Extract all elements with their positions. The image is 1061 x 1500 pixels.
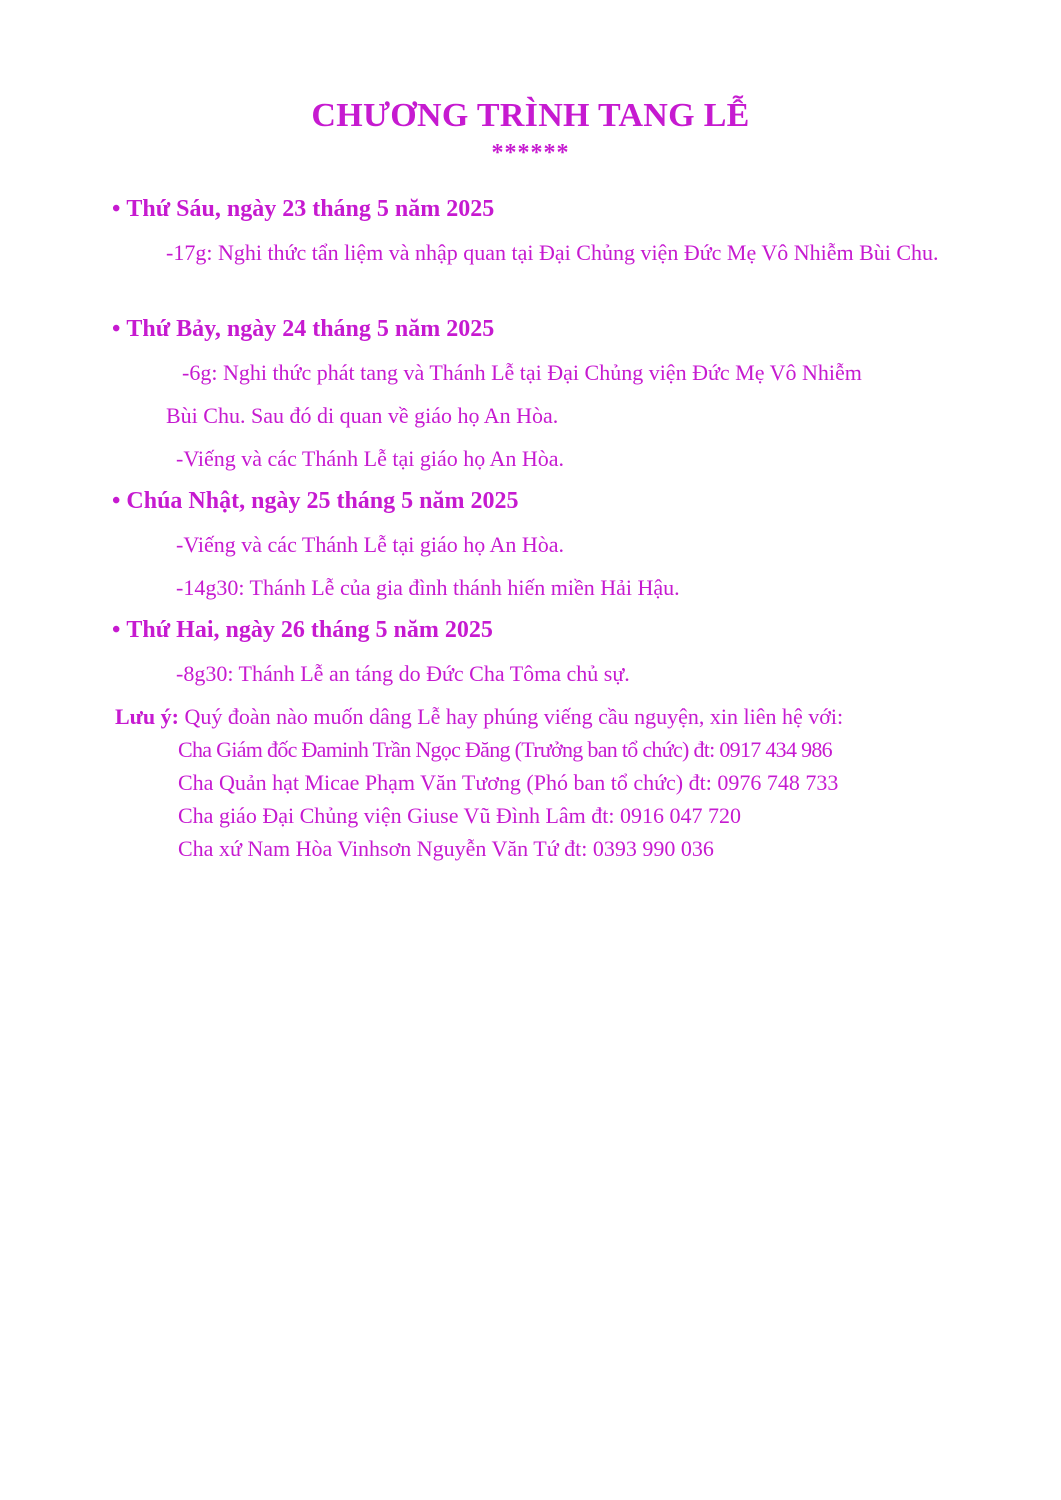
schedule-day-4-heading: Thứ Hai, ngày 26 tháng 5 năm 2025: [126, 617, 493, 643]
schedule-day-2-item-2: Bùi Chu. Sau đó di quan về giáo họ An Hòa.: [166, 403, 559, 428]
contact-1: Cha Giám đốc Đaminh Trần Ngọc Đăng (Trưởng ban tổ chức) đt: 0917 434 986: [178, 737, 832, 762]
schedule-day-1-heading: Thứ Sáu, ngày 23 tháng 5 năm 2025: [126, 196, 495, 222]
schedule-day-3-item-1: -Viếng và các Thánh Lễ tại giáo họ An Hòa.: [176, 532, 565, 557]
contact-3: Cha giáo Đại Chủng viện Giuse Vũ Đình Lâm đt: 0916 047 720: [178, 803, 741, 828]
schedule-day-2-item-3: -Viếng và các Thánh Lễ tại giáo họ An Hòa.: [176, 446, 565, 471]
schedule-day-1-item-1: -17g: Nghi thức tẩn liệm và nhập quan tại Đại Chủng viện Đức Mẹ Vô Nhiễm Bùi Chu.: [166, 240, 939, 265]
schedule-day-4: [112, 617, 493, 644]
note-line: [115, 704, 843, 730]
schedule-day-3-heading: Chúa Nhật, ngày 25 tháng 5 năm 2025: [126, 488, 519, 514]
title-stars-divider: ******: [491, 140, 570, 166]
schedule-day-3-item-2: -14g30: Thánh Lễ của gia đình thánh hiến miền Hải Hậu.: [176, 575, 680, 600]
bullet-icon: •: [112, 316, 121, 342]
schedule-day-1: [112, 196, 494, 223]
schedule-day-2: [112, 316, 494, 343]
schedule-day-4-item-1: -8g30: Thánh Lễ an táng do Đức Cha Tôma chủ sự.: [176, 661, 630, 686]
note-label: Lưu ý:: [115, 704, 179, 729]
schedule-day-2-item-1: -6g: Nghi thức phát tang và Thánh Lễ tại Đại Chủng viện Đức Mẹ Vô Nhiễm: [182, 360, 862, 385]
schedule-day-2-heading: Thứ Bảy, ngày 24 tháng 5 năm 2025: [126, 316, 495, 342]
bullet-icon: •: [112, 617, 121, 643]
contact-4: Cha xứ Nam Hòa Vinhsơn Nguyễn Văn Tứ đt: 0393 990 036: [178, 836, 714, 861]
contact-2: Cha Quản hạt Micae Phạm Văn Tương (Phó ban tổ chức) đt: 0976 748 733: [178, 770, 839, 795]
page-title: CHƯƠNG TRÌNH TANG LỄ: [311, 97, 750, 134]
bullet-icon: •: [112, 196, 121, 222]
bullet-icon: •: [112, 488, 121, 514]
schedule-day-3: [112, 488, 518, 515]
note-text: Quý đoàn nào muốn dâng Lễ hay phúng viếng cầu nguyện, xin liên hệ với:: [178, 704, 844, 729]
